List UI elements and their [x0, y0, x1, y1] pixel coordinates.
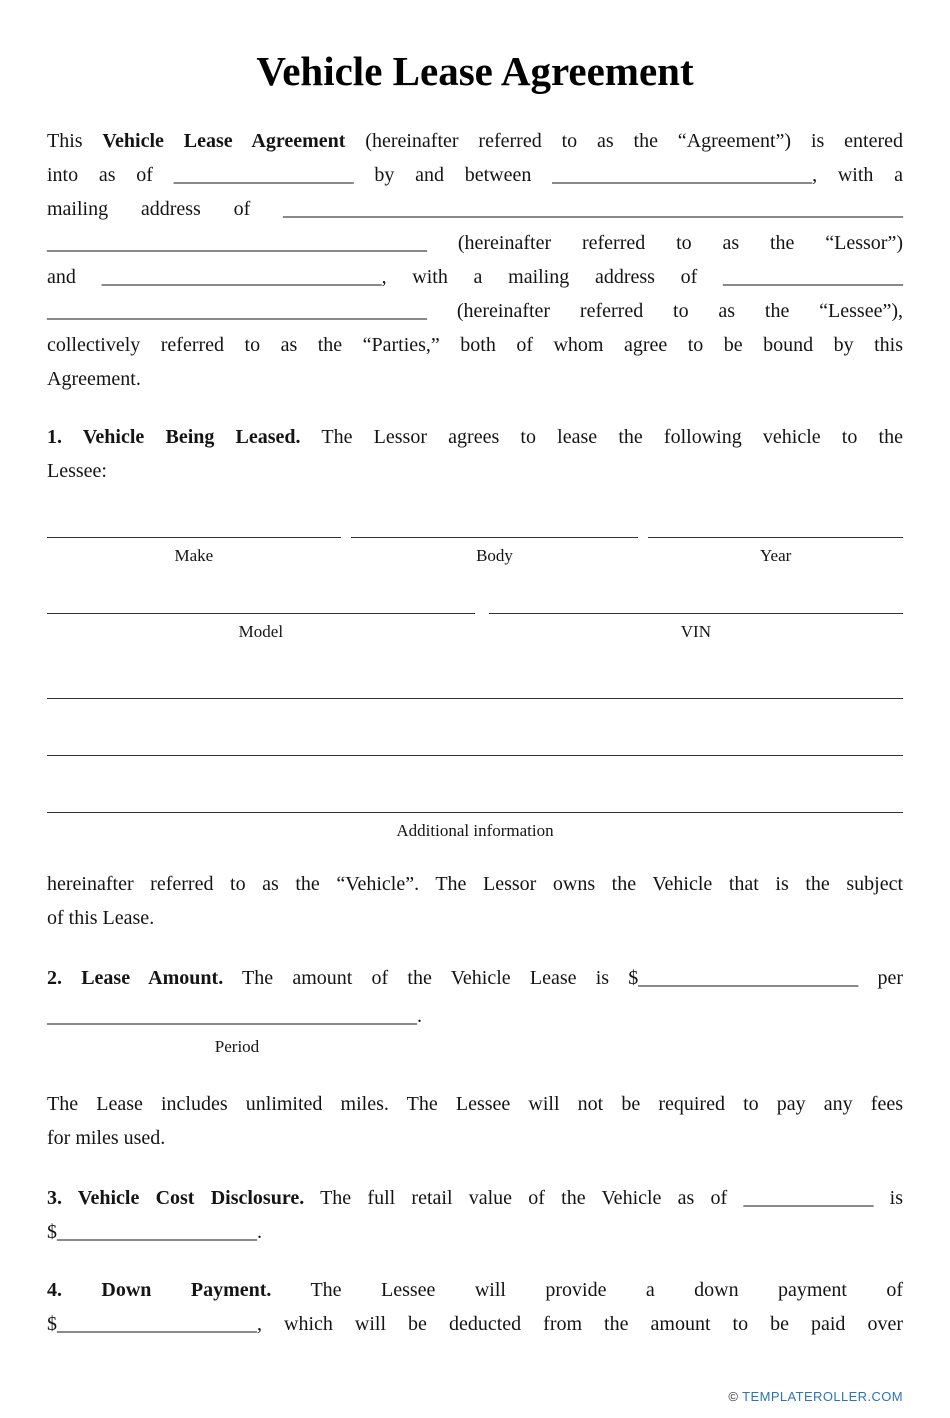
section2-body: The amount of the Vehicle Lease is $______________________ per	[223, 967, 903, 989]
make-label: Make	[174, 546, 214, 565]
vehicle-fields-row-1	[47, 518, 903, 566]
mileage-line2: for miles used.	[47, 1127, 166, 1149]
body-field	[351, 518, 639, 566]
intro-line8: Agreement.	[47, 368, 141, 390]
intro-line7: collectively referred to as the “Parties,” both of whom agree to be bound by this	[47, 334, 903, 356]
model-field	[47, 594, 475, 642]
period-block	[47, 1001, 903, 1057]
vin-blank-line	[489, 594, 903, 614]
intro-line4: ______________________________________ (hereinafter referred to as the “Lessor”)	[47, 232, 903, 254]
section4-line2: $____________________, which will be deducted from the amount to be paid over	[47, 1313, 903, 1335]
section1-heading: 1. Vehicle Being Leased.	[47, 426, 301, 448]
vehicle-fields	[47, 518, 903, 841]
mileage-paragraph	[47, 1087, 903, 1155]
section2-heading: 2. Lease Amount.	[47, 967, 224, 989]
body-label: Body	[476, 546, 513, 565]
intro-line1: (hereinafter referred to as the “Agreement”) is entered	[345, 130, 903, 152]
copyright-symbol: ©	[728, 1389, 739, 1404]
intro-line5: and ____________________________, with a mailing address of __________________	[47, 266, 903, 288]
model-blank-line	[47, 594, 475, 614]
section4-paragraph	[47, 1273, 903, 1341]
vin-field	[489, 594, 903, 642]
section3-line2: $____________________.	[47, 1221, 262, 1243]
body-blank-line	[351, 518, 639, 538]
section3-line1: The full retail value of the Vehicle as of _____________ is	[304, 1187, 904, 1209]
year-label: Year	[759, 546, 792, 565]
additional-info-line-3	[47, 756, 903, 813]
intro-line3: mailing address of ______________________________________________________________	[47, 198, 903, 220]
intro-line6: ______________________________________ (hereinafter referred to as the “Lessee”),	[47, 300, 903, 322]
section3-paragraph	[47, 1181, 903, 1249]
section1-body-line1: The Lessor agrees to lease the following vehicle to the	[300, 426, 903, 448]
additional-info-line-1	[47, 642, 903, 699]
year-blank-line	[648, 518, 903, 538]
intro-paragraph	[47, 124, 903, 396]
ownership-line1: hereinafter referred to as the “Vehicle”. The Lessor owns the Vehicle that is the subject	[47, 873, 903, 895]
intro-lead: This	[47, 130, 103, 152]
vin-label: VIN	[680, 622, 711, 641]
mileage-line1: The Lease includes unlimited miles. The Lessee will not be required to pay any fees	[47, 1093, 903, 1115]
section2-paragraph	[47, 961, 903, 995]
period-label: Period	[214, 1037, 260, 1056]
templateroller-link[interactable]: TEMPLATEROLLER.COM	[742, 1389, 903, 1404]
model-label: Model	[238, 622, 284, 641]
make-field	[47, 518, 341, 566]
section4-line1: The Lessee will provide a down payment of	[271, 1279, 904, 1301]
intro-line2: into as of __________________ by and between __________________________, with a	[47, 164, 903, 186]
intro-agreement-term: Vehicle Lease Agreement	[102, 130, 346, 152]
additional-info-label: Additional information	[396, 821, 554, 840]
section3-heading: 3. Vehicle Cost Disclosure.	[47, 1187, 305, 1209]
make-blank-line	[47, 518, 341, 538]
section1-paragraph	[47, 420, 903, 488]
footer	[728, 1389, 903, 1404]
document-title: Vehicle Lease Agreement	[256, 48, 694, 94]
additional-info-line-2	[47, 699, 903, 756]
section1-body-line2: Lessee:	[47, 460, 107, 482]
vehicle-ownership-paragraph	[47, 867, 903, 935]
vehicle-fields-row-2	[47, 594, 903, 642]
ownership-line2: of this Lease.	[47, 907, 155, 929]
period-blank-line: _____________________________________.	[47, 1005, 422, 1027]
section4-heading: 4. Down Payment.	[47, 1279, 272, 1301]
year-field	[648, 518, 903, 566]
